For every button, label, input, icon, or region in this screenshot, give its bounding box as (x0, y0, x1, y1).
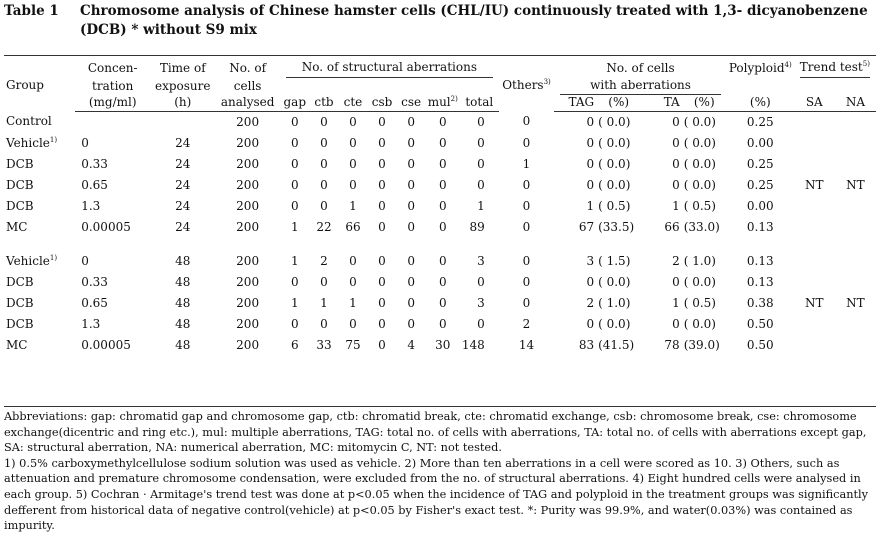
cell-na (835, 272, 876, 293)
table-row (4, 154, 876, 175)
cell-ta-pct: ( 0.0) (683, 177, 716, 192)
cell-tag: 3 (586, 253, 595, 268)
cell-ctb: 0 (320, 316, 328, 331)
cell-csb: 0 (378, 156, 386, 171)
cell-ctb: 0 (320, 135, 328, 150)
cell-na (835, 154, 876, 175)
cell-conc: 0.33 (81, 274, 108, 289)
cell-cte: 0 (349, 253, 357, 268)
cell-tag: 83 (578, 337, 595, 352)
cell-na (835, 251, 876, 272)
header-cells-3: analysed (215, 95, 280, 111)
cell-total: 0 (477, 156, 485, 171)
cell-conc: 0.00005 (81, 337, 131, 352)
cell-cells: 200 (236, 337, 260, 352)
cell-mul: 0 (438, 114, 447, 129)
cell-na: NT (846, 177, 865, 192)
table-row (4, 133, 876, 154)
cell-sa (794, 272, 835, 293)
cell-sa: NT (805, 295, 824, 310)
cell-group: DCB (6, 295, 34, 310)
cell-cte: 0 (349, 114, 357, 129)
cell-gap: 1 (290, 219, 299, 234)
cell-tag: 67 (578, 219, 595, 234)
cell-others: 0 (522, 219, 531, 234)
header-conc-1: Concen- (75, 56, 150, 78)
cell-cse: 0 (407, 177, 415, 192)
table-row (4, 335, 876, 356)
cell-sa: NT (805, 177, 824, 192)
cell-na (835, 335, 876, 356)
cell-cse: 0 (407, 316, 415, 331)
header-mul: mul$^{2)}$ (427, 95, 458, 109)
cell-ctb: 0 (320, 114, 328, 129)
table-title-line1: Chromosome analysis of Chinese hamster cells (CHL/IU) continuously treated with 1,3- dicyanobenzene (80, 3, 868, 19)
cell-time (150, 111, 215, 133)
cell-gap: 0 (290, 274, 299, 289)
cell-poly: 0.25 (746, 156, 774, 171)
header-with-ab-1: No. of cells (554, 56, 727, 78)
numbered-notes: 1) 0.5% carboxymethylcellulose sodium solution was used as vehicle. 2) More than ten aberrations in a cell were scored as 10. 3) Others, such as attenuation and premature chromosome condensation, were excluded from the no. of structural aberrations. 4) Eight hundred cells were analysed in each group. 5) Cochran · Armitage's trend test was done at p<0.05 when the incidence of TAG and polyploid in the treatment groups was significantly defferent from historical data of negative control(vehicle) at p<0.05 by Fisher's exact test. *: Purity was 99.9%, and water(0.03%) was contained as impurity. (4, 456, 869, 533)
cell-csb: 0 (378, 253, 386, 268)
cell-csb: 0 (378, 274, 386, 289)
header-others: Others$^{3)}$ (499, 56, 554, 112)
table-row (4, 314, 876, 335)
cell-cte: 0 (349, 135, 357, 150)
cell-cte: 0 (349, 316, 357, 331)
cell-tag: 1 (586, 198, 595, 213)
cell-tag: 0 (586, 156, 595, 171)
cell-poly: 0.38 (746, 295, 774, 310)
cell-tag-pct: ( 0.0) (598, 135, 631, 150)
cell-others: 1 (522, 156, 531, 171)
cell-total: 0 (477, 316, 485, 331)
cell-tag: 0 (586, 274, 595, 289)
cell-ctb: 1 (320, 295, 328, 310)
cell-ta-pct: ( 0.0) (683, 156, 716, 171)
cell-total: 0 (477, 135, 485, 150)
header-ta-pct: (%) (682, 95, 727, 111)
header-polyploid: Polyploid$^{4)}$ (727, 56, 794, 78)
cell-csb: 0 (378, 177, 386, 192)
cell-cells: 200 (236, 253, 260, 268)
cell-ta-pct: ( 0.5) (683, 295, 716, 310)
cell-ta-pct: (39.0) (683, 337, 720, 352)
cell-tag: 0 (586, 114, 595, 129)
cell-group: Vehicle$^{1)}$ (6, 253, 58, 268)
cell-others: 0 (522, 114, 531, 129)
cell-group: DCB (6, 156, 34, 171)
cell-ctb: 33 (316, 337, 332, 352)
cell-others: 0 (522, 135, 531, 150)
cell-cse: 0 (407, 274, 415, 289)
cell-total: 0 (477, 114, 485, 129)
header-gap: gap (280, 95, 309, 111)
cell-na (835, 133, 876, 154)
cell-cte: 75 (345, 337, 361, 352)
cell-mul: 0 (438, 177, 447, 192)
header-tag-pct: (%) (596, 95, 641, 111)
header-trend: Trend test$^{5)}$ (794, 56, 876, 78)
cell-conc: 0 (81, 253, 89, 268)
table-row (4, 251, 876, 272)
cell-others: 0 (522, 177, 531, 192)
cell-group: DCB (6, 274, 34, 289)
cell-ctb: 0 (320, 156, 328, 171)
cell-ta: 0 (672, 177, 680, 192)
cell-cells: 200 (236, 274, 260, 289)
cell-cte: 1 (349, 198, 357, 213)
cell-sa (794, 133, 835, 154)
cell-ta-pct: ( 0.5) (683, 198, 716, 213)
cell-poly: 0.13 (746, 253, 774, 268)
table-row (4, 196, 876, 217)
cell-group: DCB (6, 316, 34, 331)
cell-tag-pct: ( 1.5) (598, 253, 631, 268)
cell-group: MC (6, 219, 28, 234)
cell-cte: 66 (345, 219, 361, 234)
table-footnotes (4, 406, 876, 534)
row-spacer (4, 238, 876, 251)
header-na: NA (835, 95, 876, 111)
table-row (4, 175, 876, 196)
table-row (4, 217, 876, 238)
cell-sa (794, 251, 835, 272)
cell-ctb: 0 (320, 198, 328, 213)
header-cells-2: cells (233, 78, 262, 93)
cell-poly: 0.13 (746, 219, 774, 234)
cell-cells: 200 (236, 295, 260, 310)
cell-mul: 0 (438, 135, 447, 150)
cell-ta: 0 (672, 114, 680, 129)
header-time-1: Time of (150, 56, 215, 78)
header-ta: TA (641, 95, 681, 111)
header-group: Group (4, 56, 75, 112)
cell-others: 14 (518, 337, 535, 352)
cell-tag-pct: (41.5) (598, 337, 635, 352)
cell-csb: 0 (378, 295, 386, 310)
cell-tag-pct: ( 0.5) (598, 198, 631, 213)
table-caption (4, 2, 876, 40)
cell-ta-pct: (33.0) (683, 219, 720, 234)
cell-time: 24 (175, 135, 191, 150)
cell-csb: 0 (378, 198, 386, 213)
cell-time: 48 (175, 337, 191, 352)
cell-gap: 0 (290, 135, 299, 150)
cell-gap: 0 (290, 177, 299, 192)
cell-ctb: 0 (320, 274, 328, 289)
cell-time: 48 (175, 295, 191, 310)
cell-conc: 0.00005 (81, 219, 131, 234)
cell-tag-pct: ( 1.0) (598, 295, 631, 310)
cell-gap: 0 (290, 316, 299, 331)
cell-na: NT (846, 295, 865, 310)
cell-time: 48 (175, 274, 191, 289)
cell-time: 48 (175, 253, 191, 268)
header-csb: csb (367, 95, 396, 111)
cell-cte: 0 (349, 156, 357, 171)
cell-ta: 0 (672, 316, 680, 331)
cell-poly: 0.25 (746, 177, 774, 192)
cell-cells: 200 (236, 156, 260, 171)
cell-group: DCB (6, 177, 34, 192)
cell-csb: 0 (378, 337, 386, 352)
cell-tag: 0 (586, 135, 595, 150)
cell-group: Control (6, 114, 52, 129)
cell-total: 3 (477, 253, 485, 268)
cell-cte: 0 (349, 274, 357, 289)
cell-ta: 1 (672, 295, 680, 310)
cell-gap: 1 (290, 253, 299, 268)
cell-ta-pct: ( 0.0) (683, 274, 716, 289)
header-with-ab-2: with aberrations (554, 78, 727, 96)
header-conc-3: (mg/ml) (75, 95, 150, 111)
header-total: total (460, 95, 499, 111)
cell-cse: 4 (407, 337, 415, 352)
cell-csb: 0 (378, 135, 386, 150)
cell-conc: 1.3 (81, 316, 101, 331)
cell-sa (794, 217, 835, 238)
cell-total: 89 (469, 219, 485, 234)
cell-time: 24 (175, 219, 191, 234)
cell-csb: 0 (378, 219, 386, 234)
cell-group: DCB (6, 198, 34, 213)
cell-mul: 0 (438, 253, 447, 268)
header-cells-1: No. of (215, 56, 280, 78)
cell-conc: 0.65 (81, 295, 108, 310)
cell-conc: 0 (81, 135, 89, 150)
cell-total: 0 (477, 177, 485, 192)
cell-total: 1 (477, 198, 485, 213)
cell-mul: 30 (435, 337, 451, 352)
cell-conc: 0.65 (81, 177, 108, 192)
cell-mul: 0 (438, 274, 447, 289)
cell-ta: 1 (672, 198, 680, 213)
cell-gap: 0 (290, 198, 299, 213)
cell-total: 0 (477, 274, 485, 289)
cell-mul: 0 (438, 156, 447, 171)
cell-na (835, 217, 876, 238)
cell-cse: 0 (407, 253, 415, 268)
cell-ctb: 2 (320, 253, 328, 268)
cell-cells: 200 (236, 114, 260, 129)
cell-mul: 0 (438, 198, 447, 213)
table-title-line2: (DCB) * without S9 mix (80, 22, 257, 38)
cell-ta: 0 (672, 135, 680, 150)
cell-ta: 66 (664, 219, 680, 234)
cell-tag-pct: ( 0.0) (598, 177, 631, 192)
cell-sa (794, 111, 835, 133)
cell-others: 0 (522, 295, 531, 310)
header-conc-2: tration (92, 78, 134, 93)
table-number: Table 1 (4, 3, 59, 19)
header-structural: No. of structural aberrations (280, 56, 499, 78)
cell-conc: 1.3 (81, 198, 101, 213)
cell-gap: 1 (290, 295, 299, 310)
cell-others: 0 (522, 274, 531, 289)
cell-tag-pct: ( 0.0) (598, 156, 631, 171)
cell-ta: 78 (664, 337, 680, 352)
cell-tag: 2 (586, 295, 595, 310)
cell-tag: 0 (586, 177, 595, 192)
header-sa: SA (794, 95, 835, 111)
cell-ta-pct: ( 1.0) (683, 253, 716, 268)
cell-tag-pct: (33.5) (598, 219, 635, 234)
cell-poly: 0.25 (746, 114, 774, 129)
table-row (4, 111, 876, 133)
cell-gap: 6 (290, 337, 299, 352)
cell-na (835, 111, 876, 133)
cell-time: 24 (175, 156, 191, 171)
cell-ta-pct: ( 0.0) (683, 114, 716, 129)
cell-mul: 0 (438, 316, 447, 331)
cell-cells: 200 (236, 177, 260, 192)
table-row (4, 293, 876, 314)
cell-sa (794, 196, 835, 217)
cell-poly: 0.00 (746, 198, 774, 213)
cell-conc (75, 111, 150, 133)
cell-cse: 0 (407, 198, 415, 213)
cell-gap: 0 (290, 156, 299, 171)
cell-csb: 0 (378, 114, 386, 129)
header-ctb: ctb (310, 95, 339, 111)
cell-na (835, 314, 876, 335)
cell-cse: 0 (407, 295, 415, 310)
cell-total: 3 (477, 295, 485, 310)
cell-gap: 0 (290, 114, 299, 129)
cell-poly: 0.13 (746, 274, 774, 289)
cell-ta-pct: ( 0.0) (683, 135, 716, 150)
cell-tag-pct: ( 0.0) (598, 114, 631, 129)
table-body (4, 111, 876, 356)
cell-csb: 0 (378, 316, 386, 331)
cell-tag-pct: ( 0.0) (598, 274, 631, 289)
cell-cse: 0 (407, 156, 415, 171)
cell-others: 0 (522, 253, 531, 268)
header-cse: cse (397, 95, 426, 111)
header-time-3: (h) (150, 95, 215, 111)
cell-cte: 1 (349, 295, 357, 310)
table-row (4, 272, 876, 293)
cell-cse: 0 (407, 135, 415, 150)
abbreviations-note: Abbreviations: gap: chromatid gap and chromosome gap, ctb: chromatid break, cte: chromatid exchange, csb: chromosome break, cse: chromosome exchange(dicentric and ring etc.), mul: multiple aberrations, TAG: total no. of cells with aberrations, TA: total no. of cells with aberrations except gap, SA: structural aberration, NA: numerical aberration, MC: mitomycin C, NT: not tested. (4, 410, 867, 455)
cell-poly: 0.50 (746, 316, 774, 331)
cell-ta: 2 (672, 253, 680, 268)
cell-cells: 200 (236, 198, 260, 213)
cell-cells: 200 (236, 219, 260, 234)
chromosome-table (4, 55, 876, 356)
cell-tag-pct: ( 0.0) (598, 316, 631, 331)
cell-time: 48 (175, 316, 191, 331)
cell-ctb: 0 (320, 177, 328, 192)
header-cte: cte (339, 95, 368, 111)
cell-group: MC (6, 337, 28, 352)
cell-cte: 0 (349, 177, 357, 192)
cell-ctb: 22 (316, 219, 332, 234)
cell-ta-pct: ( 0.0) (683, 316, 716, 331)
header-time-2: exposure (154, 78, 211, 93)
cell-poly: 0.50 (746, 337, 774, 352)
cell-poly: 0.00 (746, 135, 774, 150)
cell-sa (794, 335, 835, 356)
cell-sa (794, 154, 835, 175)
cell-cse: 0 (407, 114, 415, 129)
cell-cells: 200 (236, 135, 260, 150)
cell-na (835, 196, 876, 217)
cell-others: 2 (522, 316, 531, 331)
cell-cells: 200 (236, 316, 260, 331)
cell-time: 24 (175, 177, 191, 192)
cell-group: Vehicle$^{1)}$ (6, 135, 58, 150)
cell-ta: 0 (672, 274, 680, 289)
cell-sa (794, 314, 835, 335)
cell-time: 24 (175, 198, 191, 213)
cell-others: 0 (522, 198, 531, 213)
cell-total: 148 (461, 337, 485, 352)
cell-tag: 0 (586, 316, 595, 331)
header-polyploid-unit: (%) (727, 95, 794, 111)
cell-mul: 0 (438, 295, 447, 310)
header-tag: TAG (554, 95, 596, 111)
cell-cse: 0 (407, 219, 415, 234)
cell-ta: 0 (672, 156, 680, 171)
cell-mul: 0 (438, 219, 447, 234)
cell-conc: 0.33 (81, 156, 108, 171)
